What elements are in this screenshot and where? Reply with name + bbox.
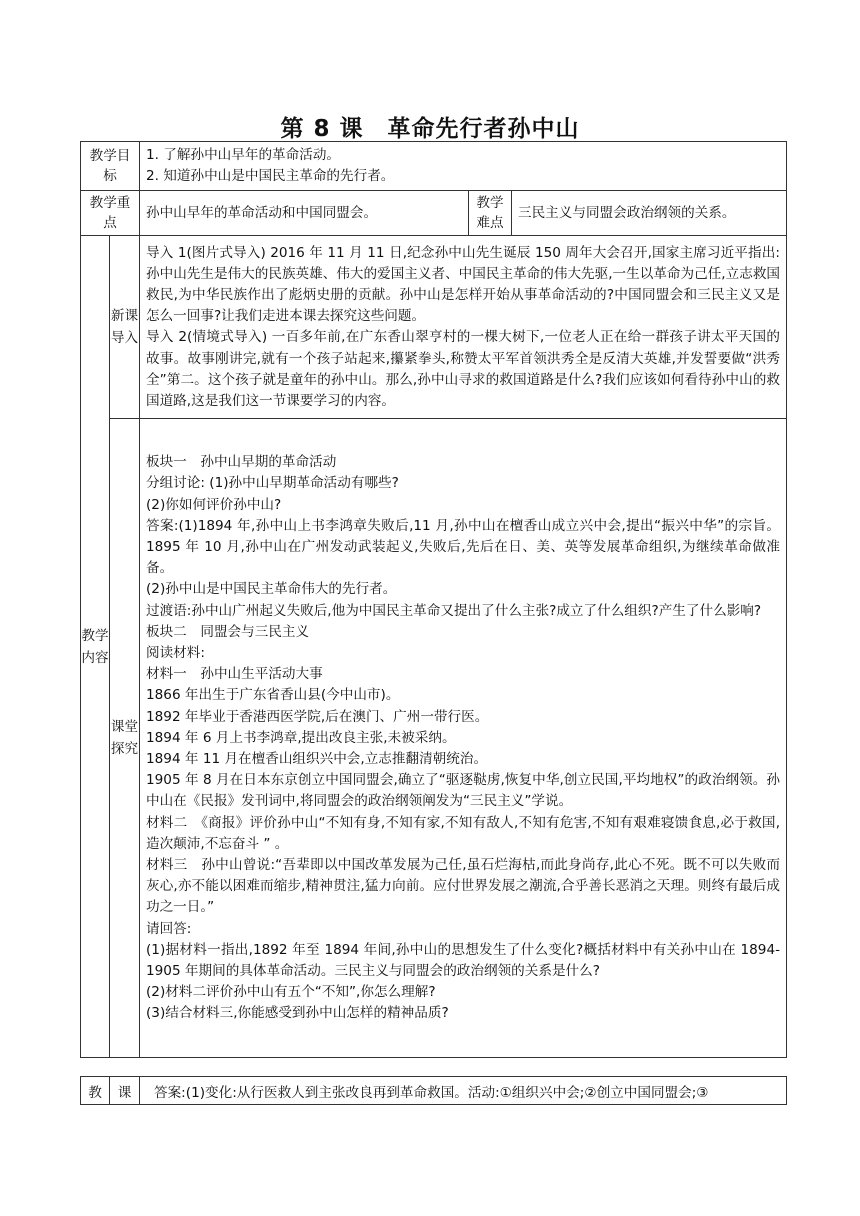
explore-line: 1866 年出生于广东省香山县(今中山市)。 xyxy=(146,687,400,704)
explore-line: 材料一 孙中山生平活动大事 xyxy=(146,666,323,683)
explore-line: (1)据材料一指出,1892 年至 1894 年间,孙中山的思想发生了什么变化?概括材料中有关孙中山在 1894-1905 年期间的具体革命活动。三民主义与同盟会的政治纲领的关系是什么? xyxy=(146,941,781,980)
intro-paragraph: 导入 1(图片式导入) 2016 年 11 月 11 日,纪念孙中山先生诞辰 150 周年大会召开,国家主席习近平指出:孙中山先生是伟大的民族英雄、伟大的爱国主义者、中国民主革命的伟大先驱,一生以革命为己任,立志救国救民,为中华民族作出了彪炳史册的贡献。孙中山是怎样开始从事革命活动的?中国同盟会和三民主义又是怎么一回事?让我们走进本课去探究这些问题。 xyxy=(146,244,781,325)
explore-line: 1892 年毕业于香港西医学院,后在澳门、广州一带行医。 xyxy=(146,708,489,725)
content-label: 教学内容 xyxy=(81,236,110,1058)
explore-line: (2)你如何评价孙中山? xyxy=(146,496,282,513)
intro-label: 新课导入 xyxy=(110,236,140,419)
key-points-text: 孙中山早年的革命活动和中国同盟会。 xyxy=(140,191,469,236)
explore-line: (3)结合材料三,你能感受到孙中山怎样的精神品质? xyxy=(146,1005,449,1022)
goals-label: 教学目标 xyxy=(81,142,140,191)
key-points-row xyxy=(81,191,787,236)
explore-line: 1905 年 8 月在日本东京创立中国同盟会,确立了“驱逐鞑虏,恢复中华,创立民国,平均地权”的政治纲领。孙中山在《民报》发刊词中,将同盟会的政治纲领阐发为“三民主义”学说。 xyxy=(146,772,781,810)
intro-content xyxy=(140,236,787,419)
explore-line: 材料三 孙中山曾说:“吾辈即以中国改革发展为己任,虽石烂海枯,而此身尚存,此心不死。既不可以失败而灰心,亦不能以困难而缩步,精神贯注,猛力向前。应付世界发展之潮流,合乎善长恶消之天理。则终有最后成功之一日。” xyxy=(146,857,781,916)
explore-line: 1894 年 6 月上书李鸿章,提出改良主张,未被采纳。 xyxy=(146,729,456,746)
goals-row xyxy=(81,142,787,191)
explore-line: 板块一 孙中山早期的革命活动 xyxy=(146,454,337,471)
explore-content xyxy=(140,419,787,1058)
difficult-points-text: 三民主义与同盟会政治纲领的关系。 xyxy=(512,191,787,236)
page-title: 第 8 课 革命先行者孙中山 xyxy=(280,116,580,142)
explore-line: 过渡语:孙中山广州起义失败后,他为中国民主革命又提出了什么主张?成立了什么组织?产生了什么影响? xyxy=(146,602,762,619)
explore-row xyxy=(81,419,787,1058)
difficult-points-label: 教学难点 xyxy=(469,191,512,236)
explore-line: 板块二 同盟会与三民主义 xyxy=(146,623,310,640)
explore-line: (2)孙中山是中国民主革命伟大的先行者。 xyxy=(146,581,397,598)
explore-label: 课堂探究 xyxy=(110,419,140,1058)
explore-line: 材料二 《商报》评价孙中山“不知有身,不知有家,不知有敌人,不知有危害,不知有艰难寝馈食息,必于救国,造次颠沛,不忘奋斗 ” 。 xyxy=(146,814,781,852)
continuation-label-1: 教 xyxy=(81,1077,110,1105)
key-points-label: 教学重点 xyxy=(81,191,140,236)
intro-row xyxy=(81,236,787,419)
goal-item: 1. 了解孙中山早年的革命活动。 xyxy=(146,147,341,163)
continuation-row xyxy=(81,1077,787,1105)
continuation-text: 答案:(1)变化:从行医救人到主张改良再到革命救国。活动:①组织兴中会;②创立中国同盟会;③ xyxy=(140,1077,787,1105)
explore-line: 请回答: xyxy=(146,920,192,937)
continuation-table xyxy=(80,1076,787,1105)
explore-line: 1894 年 11 月在檀香山组织兴中会,立志推翻清朝统治。 xyxy=(146,751,488,767)
continuation-label-2: 课 xyxy=(110,1077,140,1105)
goal-item: 2. 知道孙中山是中国民主革命的先行者。 xyxy=(146,168,395,185)
lesson-plan-table xyxy=(80,141,787,1058)
explore-line: 答案:(1)1894 年,孙中山上书李鸿章失败后,11 月,孙中山在檀香山成立兴中会,提出“振兴中华”的宗旨。1895 年 10 月,孙中山在广州发动武装起义,失败后,先后在日、美、英等发展革命组织,为继续革命做准备。 xyxy=(146,517,781,577)
intro-paragraph: 导入 2(情境式导入) 一百多年前,在广东香山翠亨村的一棵大树下,一位老人正在给一群孩子讲太平天国的故事。故事刚讲完,就有一个孩子站起来,攥紧拳头,称赞太平军首领洪秀全是反清大英雄,并发誓要做“洪秀全”第二。这个孩子就是童年的孙中山。那么,孙中山寻求的救国道路是什么?我们应该如何看待孙中山的救国道路,这是我们这一节课要学习的内容。 xyxy=(146,329,781,410)
explore-line: (2)材料二评价孙中山有五个“不知”,你怎么理解? xyxy=(146,984,436,1001)
goals-content xyxy=(140,142,787,191)
explore-line: 分组讨论: (1)孙中山早期革命活动有哪些? xyxy=(146,475,399,492)
explore-line: 阅读材料: xyxy=(146,644,205,661)
